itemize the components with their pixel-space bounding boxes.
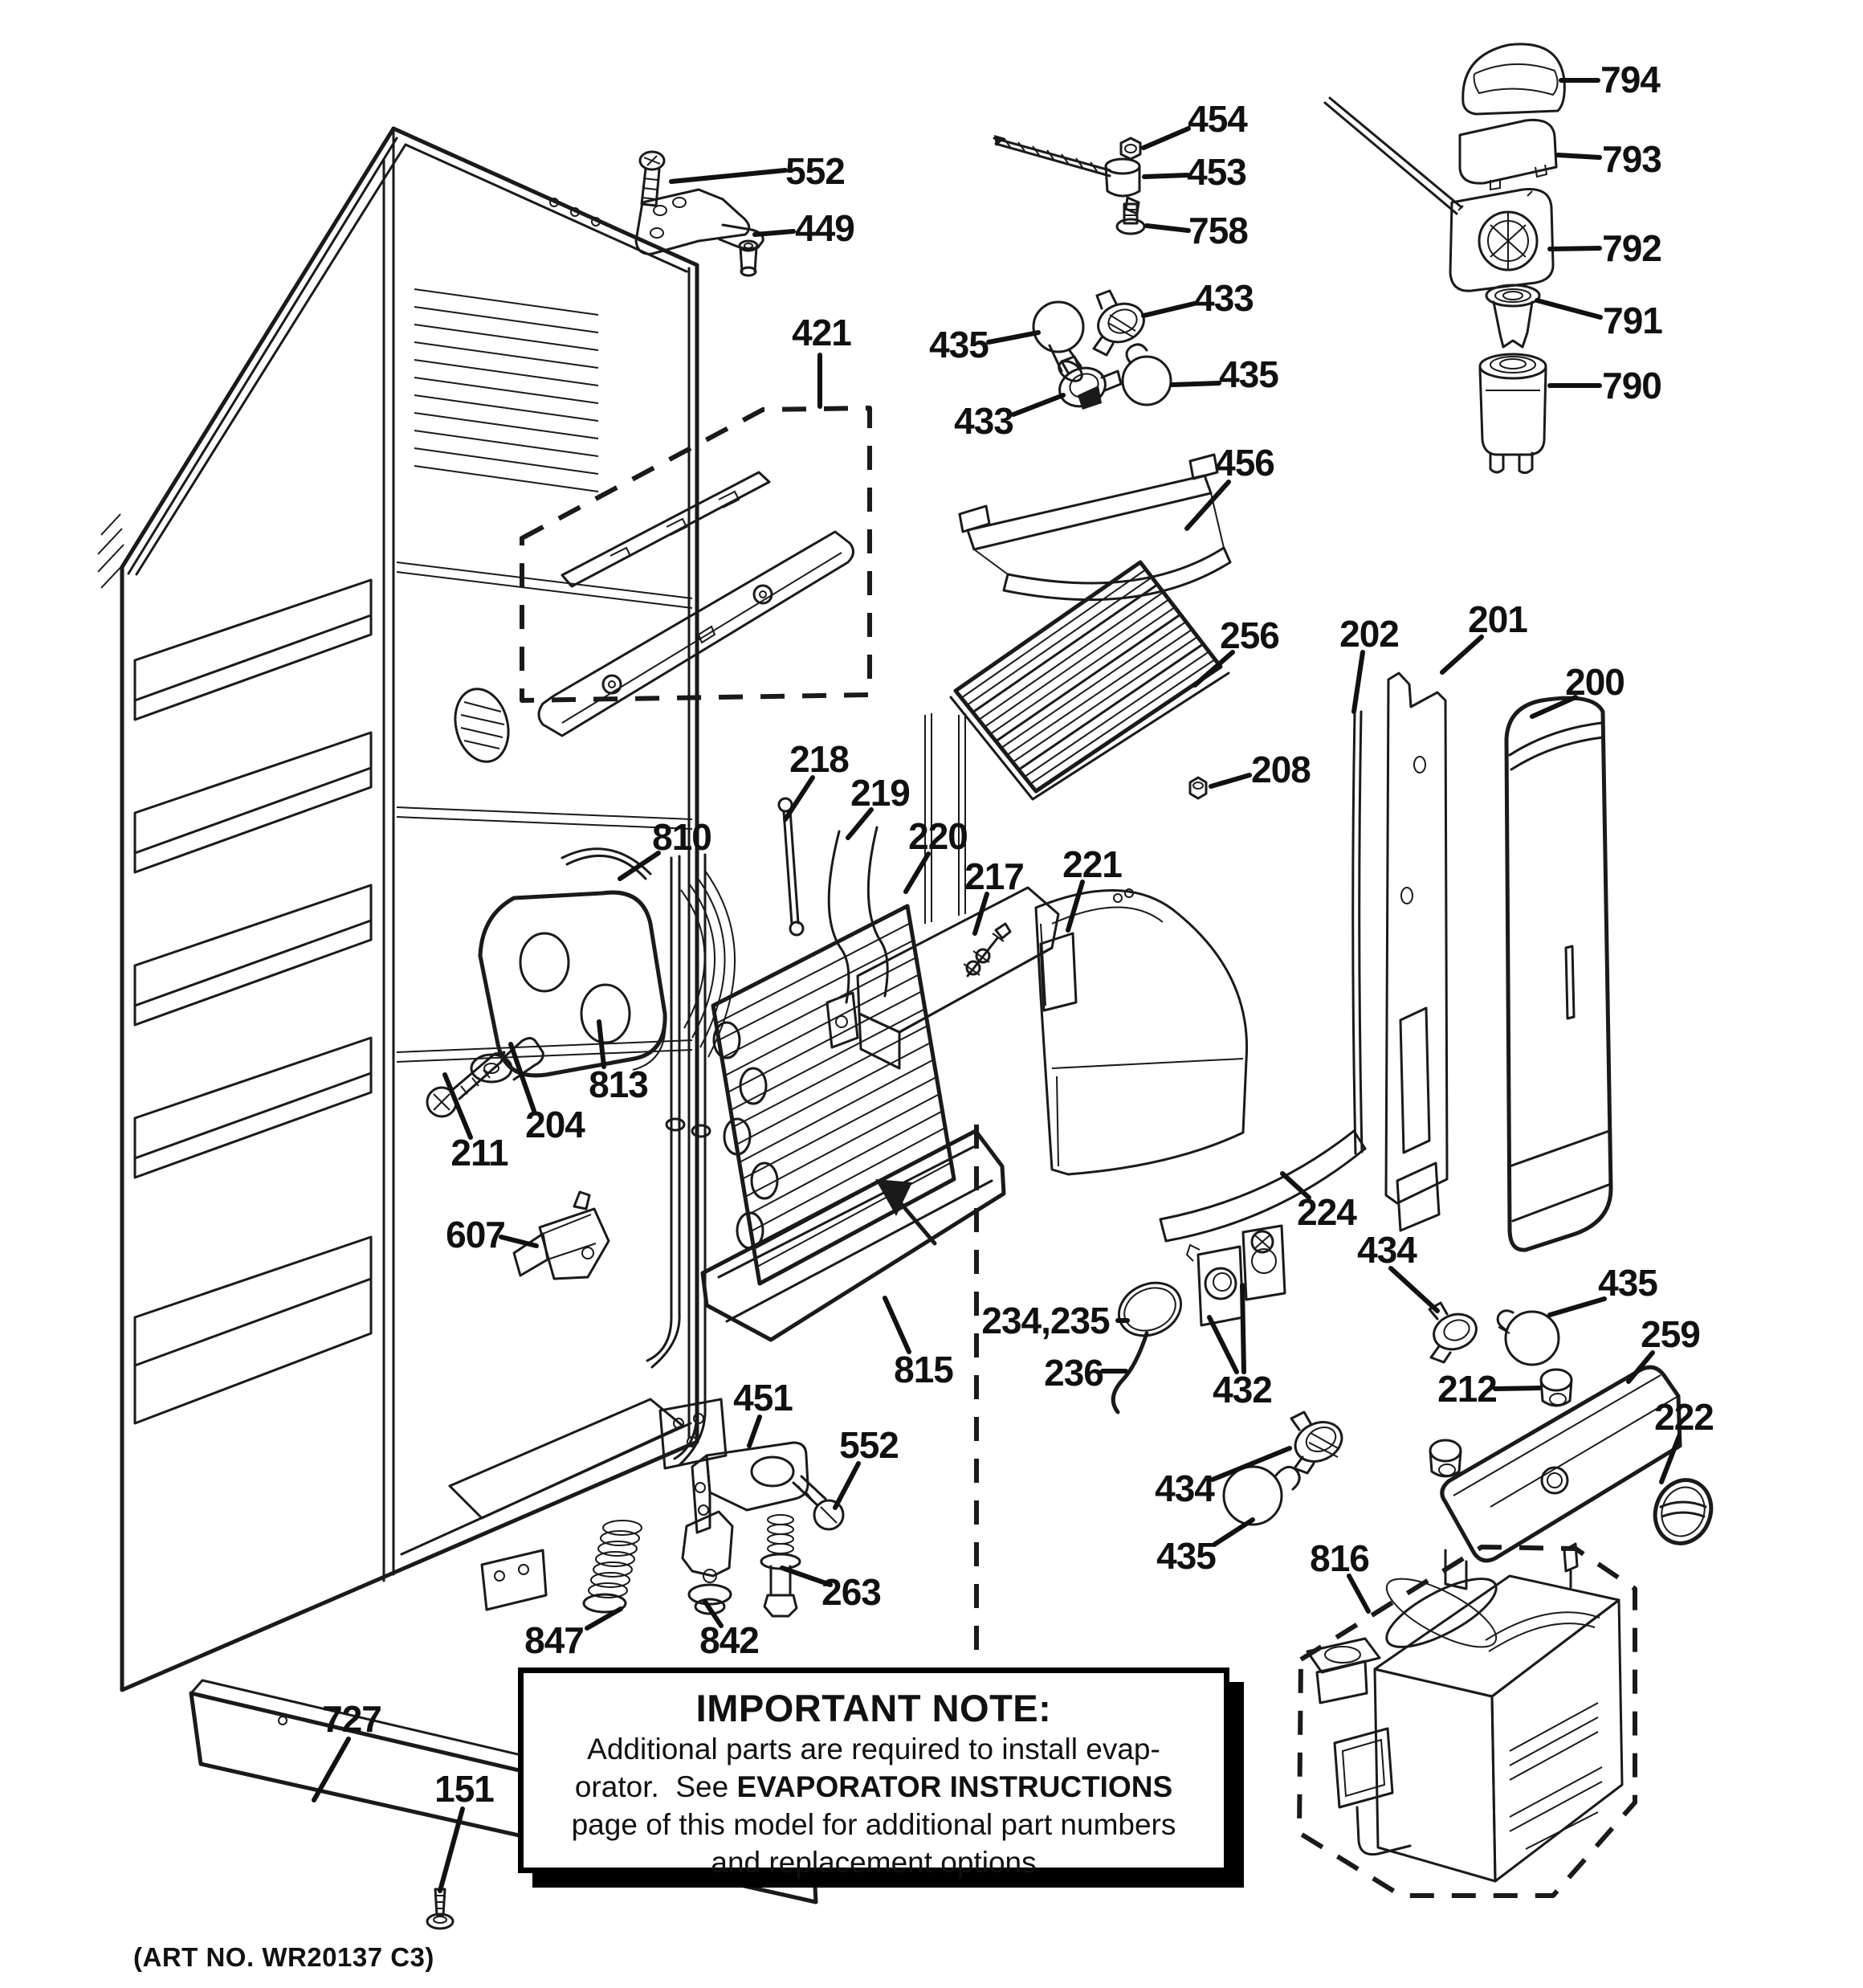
stud-263 [761, 1515, 800, 1616]
part-label-435-lower: 435 [1156, 1535, 1216, 1577]
screw-151 [427, 1889, 453, 1929]
leader-line-221 [1068, 882, 1082, 930]
leader-line-433-lower [1013, 395, 1063, 414]
part-label-793: 793 [1602, 138, 1661, 180]
strip-202 [1353, 712, 1362, 1153]
leader-line-204 [511, 1044, 534, 1111]
vent-slots [414, 289, 598, 492]
part-label-256: 256 [1220, 614, 1279, 656]
note-title: IMPORTANT NOTE: [695, 1687, 1052, 1729]
leader-line-552-lower [835, 1463, 858, 1508]
socket-434-lower [1289, 1412, 1348, 1473]
part-label-221: 221 [1062, 843, 1122, 885]
leader-line-758 [1147, 226, 1188, 231]
part-label-552-top: 552 [785, 150, 845, 192]
bulb-435-lower [1224, 1467, 1299, 1525]
bracket-449 [636, 190, 763, 276]
part-label-790: 790 [1602, 365, 1661, 406]
leader-line-435-right [1550, 1299, 1604, 1315]
part-label-449: 449 [795, 207, 854, 249]
part-label-218: 218 [789, 738, 849, 780]
part-label-792: 792 [1602, 227, 1661, 269]
leader-line-815 [885, 1298, 909, 1352]
note-line-2-pre: orator. See [574, 1770, 737, 1803]
leader-line-792 [1550, 248, 1600, 249]
part-label-208: 208 [1251, 749, 1311, 790]
leader-line-219 [848, 810, 871, 838]
note-line-4: and replacement options [711, 1846, 1037, 1879]
cap-222 [1646, 1472, 1719, 1551]
leader-line-453 [1144, 175, 1188, 177]
part-label-224: 224 [1297, 1191, 1356, 1233]
note-line-1: Additional parts are required to install evap- [587, 1733, 1160, 1766]
valve-217 [964, 924, 1010, 976]
nut-208 [1190, 778, 1206, 798]
bracket-451 [692, 1443, 808, 1533]
thermostat-453 [994, 135, 1139, 214]
part-label-222: 222 [1654, 1396, 1714, 1438]
part-label-434-lower: 434 [1155, 1468, 1214, 1509]
evaporator-coil [713, 906, 954, 1284]
part-label-451: 451 [733, 1377, 793, 1419]
leader-line-432 [1242, 1285, 1244, 1372]
important-note-box [518, 1668, 1229, 1879]
note-line-2-bold: EVAPORATOR INSTRUCTIONS [736, 1770, 1173, 1803]
part-label-813: 813 [589, 1063, 648, 1105]
note-line-3: page of this model for additional part numbers [571, 1808, 1176, 1841]
part-label-810: 810 [652, 816, 711, 858]
part-label-219: 219 [850, 772, 910, 814]
filter-head-792 [1325, 98, 1553, 291]
part-label-220: 220 [908, 815, 968, 857]
part-label-815: 815 [894, 1349, 953, 1390]
part-label-453: 453 [1187, 151, 1246, 193]
part-label-259: 259 [1641, 1313, 1700, 1355]
leader-line-432 [1209, 1317, 1237, 1372]
leader-line-456 [1187, 482, 1229, 529]
leader-line-433-top [1143, 304, 1194, 316]
leader-line-222 [1661, 1436, 1679, 1482]
part-label-816: 816 [1310, 1537, 1369, 1579]
lamp-socket-433-lower [1054, 357, 1121, 413]
spring-847 [584, 1521, 642, 1612]
screw-211 [427, 1052, 504, 1116]
part-label-433-lower: 433 [954, 400, 1013, 442]
bottom-hinge-plate [482, 1550, 546, 1610]
leader-line-451 [749, 1417, 760, 1446]
direction-arrow [875, 1179, 935, 1243]
leader-line-727 [314, 1739, 349, 1800]
leader-line-212 [1495, 1388, 1539, 1389]
leader-line-202 [1354, 652, 1363, 712]
art-number: (ART NO. WR20137 C3) [133, 1942, 434, 1972]
panel-201 [1386, 673, 1447, 1231]
leader-line-791 [1537, 300, 1600, 317]
part-label-454: 454 [1188, 98, 1247, 140]
note-line-2 [524, 1768, 1224, 1806]
switch-607 [514, 1192, 609, 1279]
bulb-435-top-left [1033, 302, 1086, 385]
nut-454 [1121, 138, 1140, 159]
part-label-727: 727 [322, 1698, 381, 1740]
part-label-151: 151 [434, 1768, 494, 1810]
part-label-758: 758 [1188, 210, 1248, 251]
panel-200 [1506, 698, 1611, 1250]
part-label-204: 204 [525, 1104, 585, 1145]
part-label-200: 200 [1565, 661, 1625, 703]
part-label-435-right: 435 [1598, 1262, 1657, 1304]
part-label-421: 421 [792, 312, 851, 353]
hinge-arm-842 [683, 1512, 732, 1614]
leader-line-793 [1558, 155, 1600, 157]
icemaker-816 [1299, 1544, 1635, 1896]
part-label-432: 432 [1213, 1369, 1272, 1410]
filter-cover-793 [1460, 120, 1556, 190]
leader-line-435-lower [1214, 1520, 1253, 1545]
leader-line-435-top-left [989, 333, 1038, 342]
bolt-758 [1117, 204, 1144, 234]
leader-line-813 [599, 1022, 604, 1067]
oval-vent-grille [448, 684, 516, 768]
door-bins [135, 580, 371, 1423]
leader-line-201 [1442, 637, 1482, 672]
tubes [647, 855, 710, 1465]
bulb-435-top-right [1123, 345, 1171, 405]
leader-line-434-right [1391, 1268, 1437, 1311]
part-label-456: 456 [1215, 442, 1274, 484]
leader-line-434-lower [1213, 1448, 1290, 1480]
bulb-435-right [1498, 1311, 1559, 1365]
part-label-552-lower: 552 [839, 1424, 899, 1466]
part-label-847: 847 [524, 1619, 584, 1661]
part-label-211: 211 [450, 1132, 508, 1174]
fan-coil-810 [562, 849, 735, 1057]
leader-line-816 [1349, 1576, 1368, 1611]
part-label-791: 791 [1603, 300, 1662, 341]
part-label-201: 201 [1468, 598, 1527, 640]
part-label-212: 212 [1437, 1368, 1497, 1410]
sensor-loop-234-235 [1111, 1273, 1190, 1345]
leader-line-208 [1211, 775, 1249, 786]
refrigerator-cabinet [98, 129, 697, 1690]
leader-line-552-top [671, 170, 785, 182]
filter-adapter-791 [1486, 285, 1539, 347]
part-label-202: 202 [1339, 613, 1399, 655]
rod-218 [779, 798, 803, 935]
part-label-263: 263 [821, 1571, 881, 1613]
grille-256 [951, 562, 1229, 799]
part-label-236: 236 [1044, 1352, 1103, 1394]
part-label-435-top-left: 435 [929, 324, 989, 365]
leader-line-449 [755, 231, 793, 235]
part-label-794: 794 [1600, 59, 1660, 100]
part-label-435-top-right: 435 [1219, 353, 1278, 395]
leader-line-454 [1143, 129, 1188, 148]
filter-cap-794 [1463, 44, 1565, 114]
leader-line-435-top-right [1172, 383, 1219, 385]
dashed-box-816 [1299, 1547, 1635, 1896]
water-filter-790 [1480, 354, 1546, 473]
part-label-433-top: 433 [1194, 277, 1254, 319]
part-label-434-right: 434 [1357, 1229, 1417, 1271]
part-label-217: 217 [964, 855, 1024, 897]
lamp-sockets-432 [1187, 1226, 1285, 1325]
part-label-842: 842 [699, 1619, 759, 1661]
shelf-rails [397, 562, 692, 1062]
part-label-607: 607 [446, 1214, 505, 1255]
part-label-234-235: 234,235 [981, 1300, 1110, 1341]
